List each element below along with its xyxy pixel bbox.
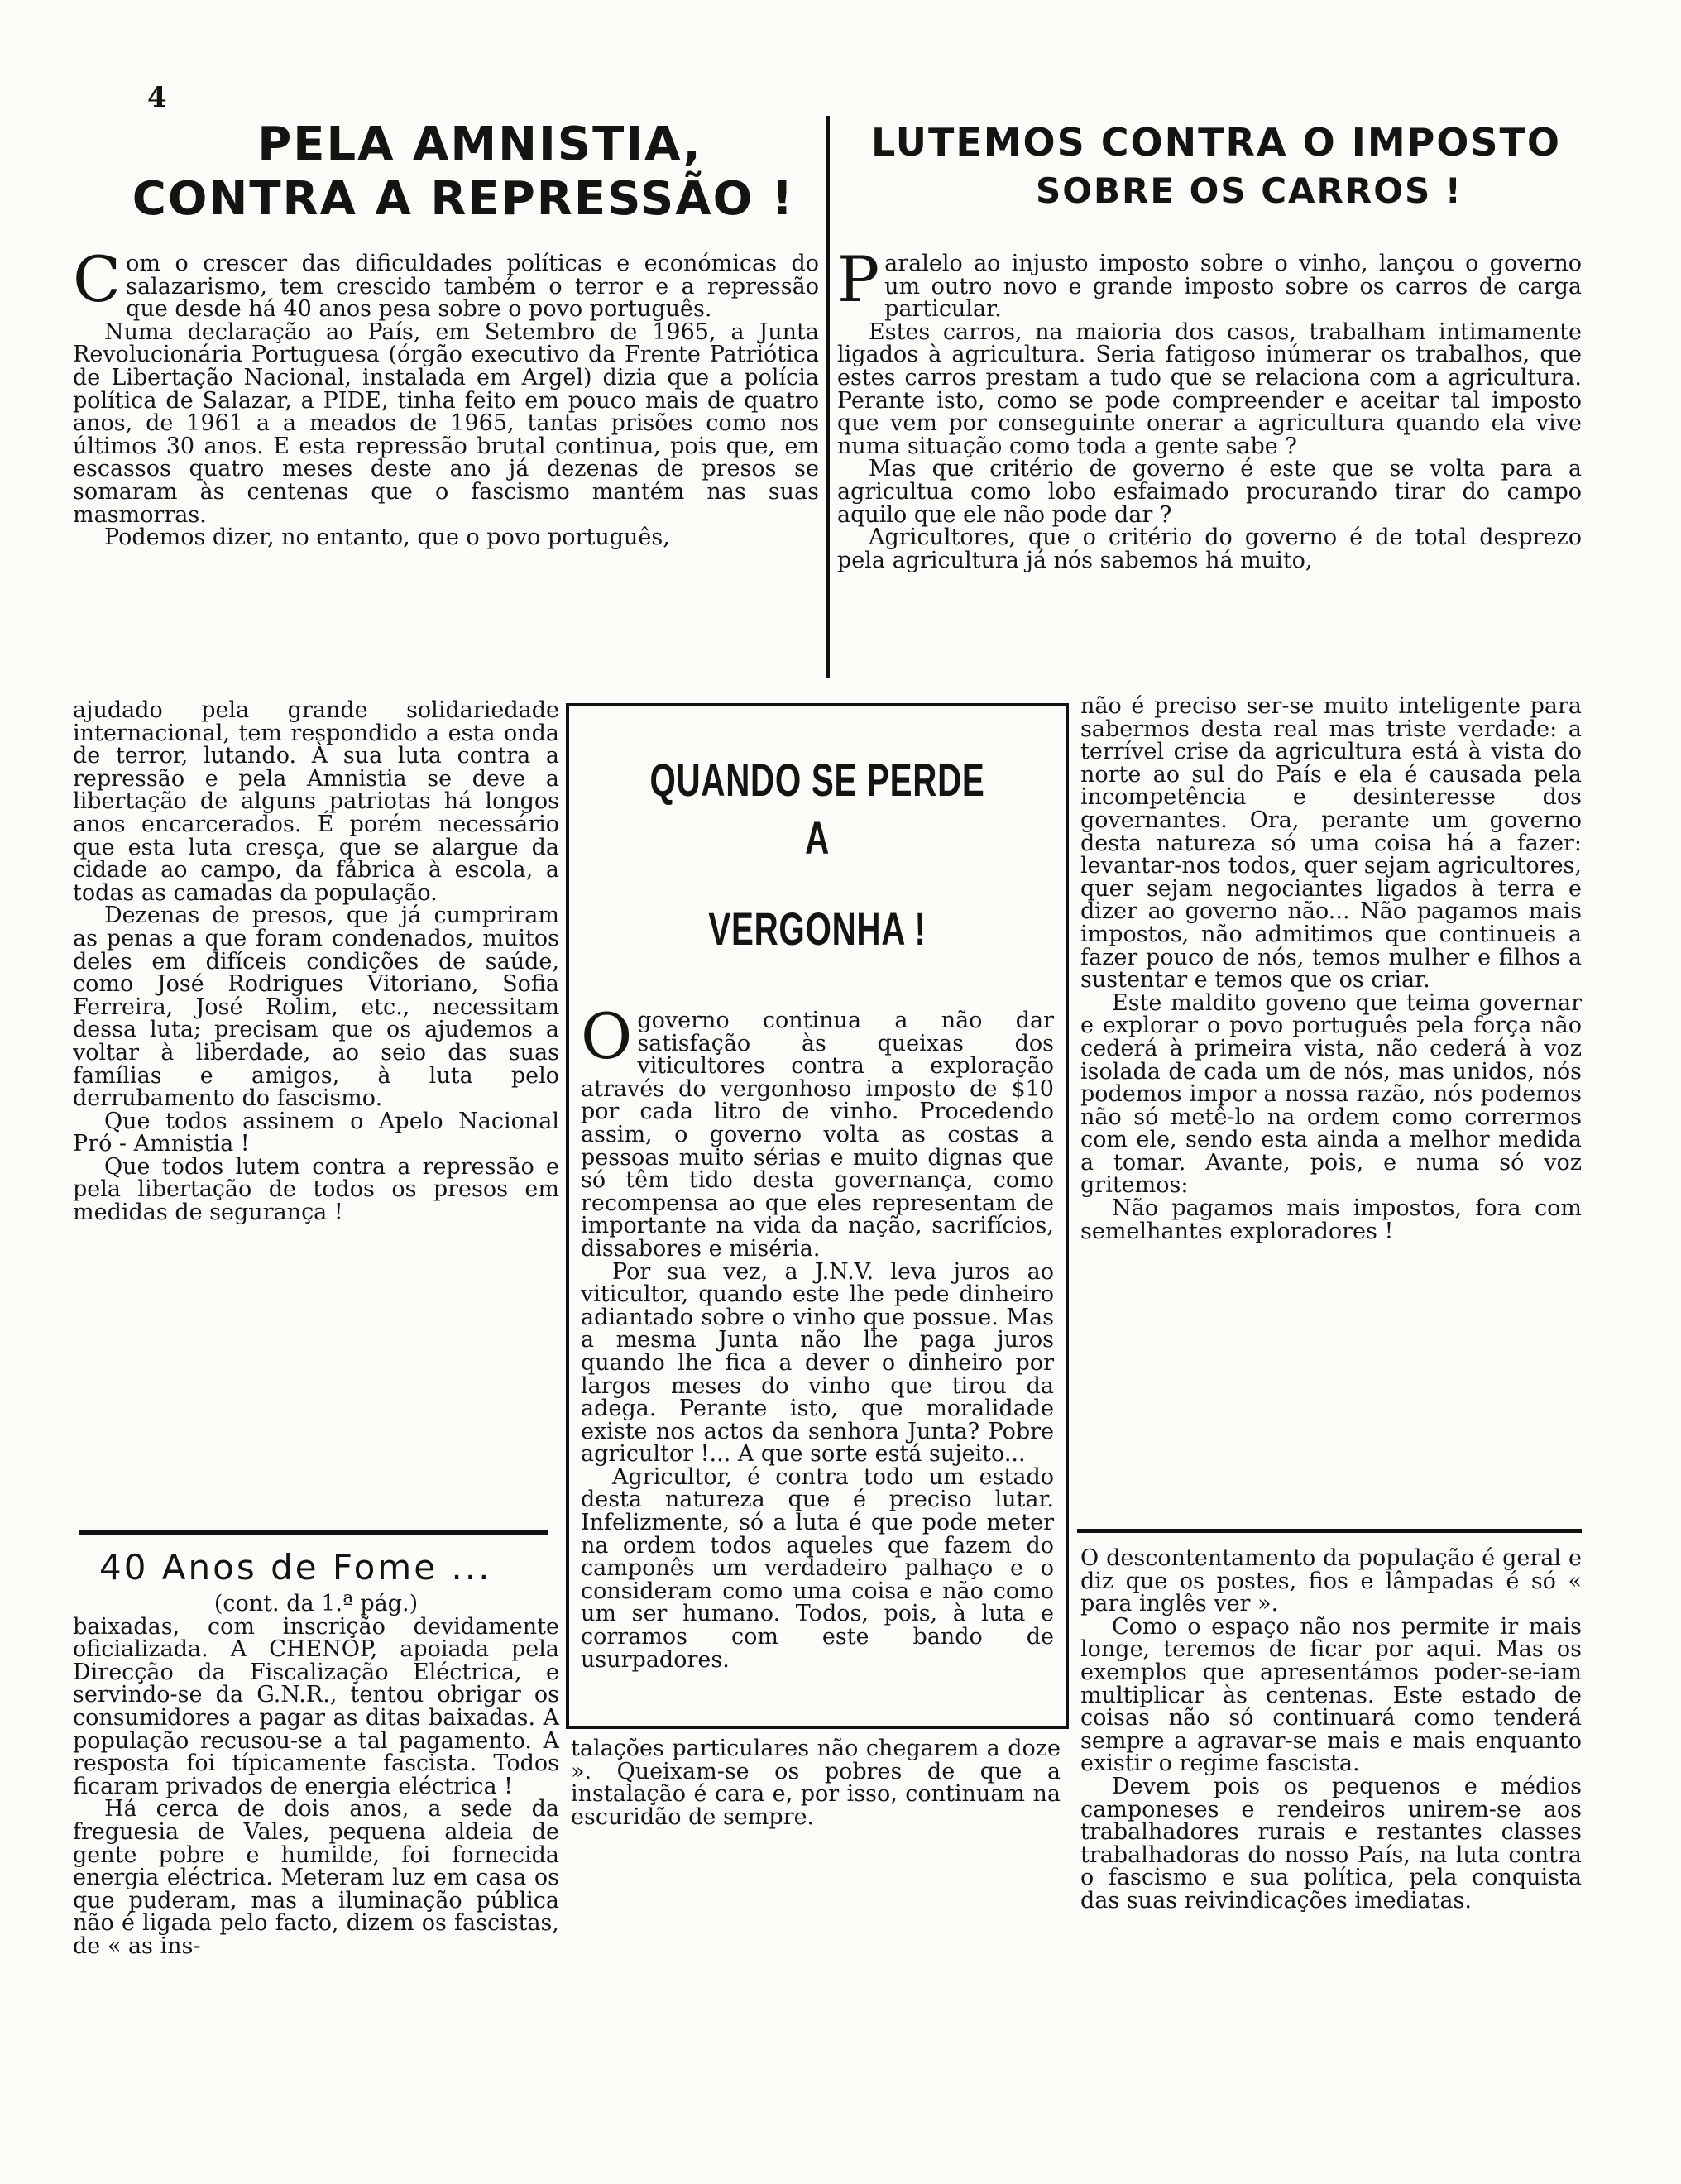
box-title-line1: QUANDO SE PERDE A (649, 754, 985, 864)
bottom-right-para-2: Como o espaço não nos permite ir mais longe, teremos de ficar por aqui. Mas os exemplos que apresentámos poder-se-iam multiplicar às centenas. Este estado de coisas não só continuará como tenderá sempre a agravar-se mais e mais enquanto existir o regime fascista. (1080, 1613, 1582, 1777)
fome-para-1: baixadas, com inscrição devidamente oficializada. A CHENOP, apoiada pela Direcção da Fiscalização Eléctrica, e servindo-se da G.N.R., tentou obrigar os consumidores a pagar as ditas baixadas. A população recusou-se a tal pagamento. A resposta foi típicamente fascista. Todos ficaram privados de energia eléctrica ! (73, 1613, 559, 1799)
right-title-line1: LUTEMOS CONTRA O IMPOSTO (870, 120, 1562, 165)
box-para-1: Ogoverno continua a não dar satisfação às queixas dos viticultores contra a exploração através do vergonhoso imposto de $10 por cada litro de vinho. Procedendo assim, o governo volta as costas a pessoas muito sérias e muito dignas que só têm tido desta governança, como recompensa ao que eles representam de importante na vida da nação, sacrifícios, dissabores e miséria. (581, 999, 1054, 1262)
left-para-2: Numa declaração ao País, em Setembro de 1965, a Junta Revolucionária Portuguesa (órgão executivo da Frente Patriótica de Libertação Nacional, instalada em Argel) dizia que a polícia política de Salazar, a PIDE, tinha feito em pouco mais de quatro anos, de 1961 a a meados de 1965, tantas prisões como nos últimos 30 anos. E esta repressão brutal continua, pois que, em escassos quatro meses deste ano já dezenas de presos se somaram às centenas que o fascismo mantém nas suas masmorras. (73, 318, 819, 528)
left-article-title (99, 117, 827, 227)
bottom-right-article-body (1080, 1547, 1582, 1913)
right-drop-cap: P (837, 242, 880, 316)
right-para-3: Mas que critério de governo é este que se volta para a agricultua como lobo esfaimado procurando tirar do campo aquilo que ele não pode dar ? (837, 456, 1582, 528)
left-section-rule (79, 1530, 548, 1535)
right-title-line2: SOBRE OS CARROS ! (1036, 170, 1463, 211)
left-para-3b: ajudado pela grande solidariedade internacional, tem respondido a esta onda de terror, lutando. À sua luta contra a repressão e pela Amnistia se deve a libertação de alguns patriotas há longos anos encarcerados. É porém necessário que esta luta cresça, que se alargue da cidade ao campo, da fábrica à escola, a todas as camadas da população. (73, 697, 559, 906)
right-para-4b: não é preciso ser-se muito inteligente para sabermos desta real mas triste verdade: a terrível crise da agricultura está à vista do norte ao sul do País e ela é causada pela incompetência e desinteresse dos governantes. Ora, perante um governo desta natureza só uma coisa há a fazer: levantar-nos todos, quer sejam agricultores, quer sejam negociantes ligados à terra e dizer ao governo não... Não pagamos mais impostos, não admitimos que continueis a fazer pouco de nós, temos mulher e filhos a sustentar e temos que os criar. (1080, 693, 1582, 994)
left-drop-cap: C (73, 242, 122, 316)
left-para-4: Dezenas de presos, que já cumpriram as penas a que foram condenados, muitos deles em difíceis condições de saúde, como José Rodrigues Vitoriano, Sofia Ferreira, José Rolim, etc., necessitam dessa luta; precisam que os ajudemos a voltar à liberdade, ao seio das suas famílias e amigos, à luta pelo derrubamento do fascismo. (73, 903, 559, 1112)
boxed-article (566, 703, 1069, 1729)
right-article-body-narrow (1080, 695, 1582, 1243)
right-para-1: Paralelo ao injusto imposto sobre o vinho, lançou o governo um outro novo e grande imposto sobre os carros de carga particular. (837, 242, 1582, 323)
fome-article-title: 40 Anos de Fome ... (99, 1547, 492, 1588)
left-para-5: Que todos assinem o Apelo Nacional Pró - Amnistia ! (73, 1108, 559, 1157)
box-para-3: Agricultor, é contra todo um estado desta natureza que é preciso lutar. Infelizmente, só a luta é que pode meter na ordem todos aqueles que fazem do camponês um verdadeiro palhaço e o consideram como uma coisa e não como um ser humano. Todos, pois, à luta e corramos com este bando de usurpadores. (581, 1463, 1054, 1673)
box-title-line2: VERGONHA ! (708, 903, 927, 955)
left-title-line2: CONTRA A REPRESSÃO ! (132, 172, 795, 226)
bottom-right-para-1: O descontentamento da população é geral e diz que os postes, fios e lâmpadas é só « para inglês ver ». (1080, 1545, 1582, 1617)
right-para-2: Estes carros, na maioria dos casos, trabalham intimamente ligados à agricultura. Seria fatigoso inúmerar os trabalhos, que estes carros prestam a tudo que se relaciona com a agricultura. Perante isto, como se pode compreender e aceitar tal imposto que vem por conseguinte onerar a agricultura quando ela vive numa situação como toda a gente sabe ? (837, 318, 1582, 459)
bottom-center-para: talações particulares não chegarem a doze ». Queixam-se os pobres de que a instalação é cara e, por isso, continuam na escuridão de sempre. (571, 1736, 1061, 1830)
left-article-body-narrow (73, 699, 559, 1224)
right-para-5: Este maldito goveno que teima governar e explorar o povo português pela força não cederá à primeira vista, não cederá à voz isolada de cada um de nós, mas unidos, nós podemos impor a nossa razão, nós podemos não só metê-lo na ordem como corrermos com ele, sendo esta ainda a melhor medida a tomar. Avante, pois, e numa só voz gritemos: (1080, 989, 1582, 1199)
left-para-1: Com o crescer das dificuldades políticas e económicas do salazarismo, tem crescido também o terror e a repressão que desde há 40 anos pesa sobre o povo português. (73, 242, 819, 323)
right-section-rule (1077, 1529, 1582, 1533)
left-para-6: Que todos lutem contra a repressão e pela libertação de todos os presos em medidas de segurança ! (73, 1153, 559, 1226)
bottom-center-text (571, 1737, 1061, 1828)
left-article-body-top (73, 242, 819, 551)
box-para-2: Por sua vez, a J.N.V. leva juros ao viticultor, quando este lhe pede dinheiro adiantado sobre o vinho que possue. Mas a mesma Junta não lhe paga juros quando lhe fica a dever o dinheiro por largos meses do vinho que tirou da adega. Perante isto, que moralidade existe nos actos da senhora Junta? Pobre agricultor !... A que sorte está sujeito... (581, 1258, 1054, 1468)
left-title-line1: PELA AMNISTIA, (257, 117, 702, 171)
box-drop-cap: O (581, 999, 633, 1073)
column-divider (826, 116, 830, 678)
right-article-title (844, 117, 1588, 215)
page-number: 4 (147, 81, 167, 114)
bottom-right-para-3: Devem pois os pequenos e médios camponeses e rendeiros unirem-se aos trabalhadores rurais e restantes classes trabalhadoras do nosso País, na luta contra o fascismo e sua política, pela conquista das suas reivindicações imediatas. (1080, 1773, 1582, 1913)
fome-para-2: Há cerca de dois anos, a sede da freguesia de Vales, pequena aldeia de gente pobre e humilde, foi fornecida energia eléctrica. Meteram luz em casa os que puderam, mas a iluminação pública não é ligada pelo facto, dizem os fascistas, de « as ins- (73, 1796, 559, 1959)
fome-continued-note: (cont. da 1.ª pág.) (213, 1591, 419, 1616)
right-article-body-top (837, 242, 1582, 573)
box-article-body (581, 999, 1054, 1673)
right-para-6: Não pagamos mais impostos, fora com semelhantes exploradores ! (1080, 1195, 1582, 1244)
left-para-3a: Podemos dizer, no entanto, que o povo português, (104, 524, 670, 551)
right-para-4a: Agricultores, que o critério do governo é de total desprezo pela agricultura já nós sabemos há muito, (837, 524, 1582, 573)
fome-article-body (73, 1592, 559, 1958)
